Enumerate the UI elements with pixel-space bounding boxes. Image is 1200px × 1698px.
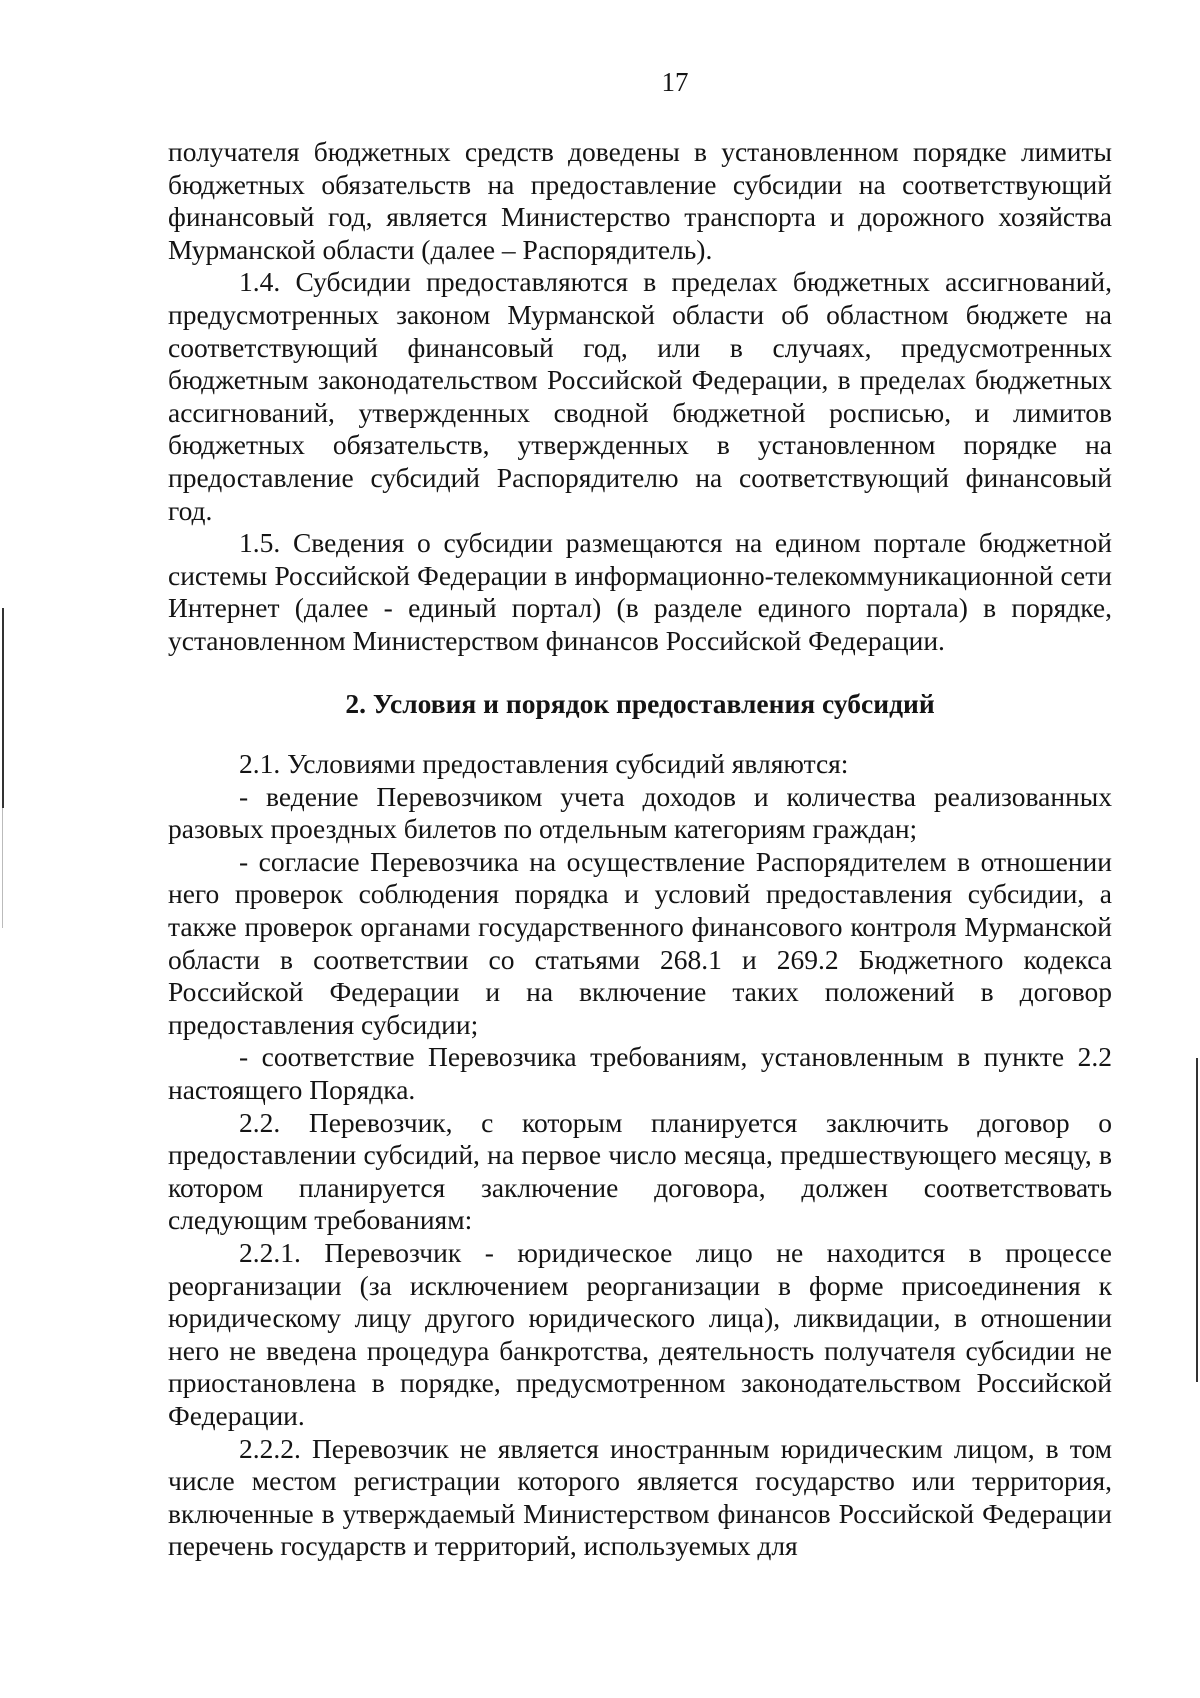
scan-edge-mark	[1196, 1058, 1198, 1382]
page-number: 17	[661, 67, 689, 97]
list-item: - соответствие Перевозчика требованиям, установленным в пункте 2.2 настоящего Порядка.	[168, 1041, 1112, 1106]
paragraph-2-1: 2.1. Условиями предоставления субсидий являются:	[239, 748, 849, 780]
scan-edge-mark	[2, 808, 3, 928]
scan-edge-mark	[2, 608, 4, 808]
section-heading: 2. Условия и порядок предоставления субсидий	[345, 687, 935, 719]
paragraph-2-2-1: 2.2.1. Перевозчик - юридическое лицо не находится в процессе реорганизации (за исключением реорганизации в форме присоединения к юридическому лицу другого юридического лица), ликвидации, в отношении него не введена процедура банкротства, деятельность получателя субсидии не приостановлена в порядке, предусмотренном законодательством Российской Федерации.	[168, 1237, 1112, 1431]
paragraph-2-2: 2.2. Перевозчик, с которым планируется заключить договор о предоставлении субсидий, на первое число месяца, предшествующего месяцу, в котором планируется заключение договора, должен соответствовать следующим требованиям:	[168, 1106, 1112, 1236]
paragraph-1-4: 1.4. Субсидии предоставляются в пределах бюджетных ассигнований, предусмотренных законом Мурманской области об областном бюджете на соответствующий финансовый год, или в случаях, предусмотренных бюджетным законодательством Российской Федерации, в пределах бюджетных ассигнований, утвержденных сводной бюджетной росписью, и лимитов бюджетных обязательств, утвержденных в установленном порядке на предоставление субсидий Распорядителю на соответствующий финансовый год.	[168, 266, 1112, 526]
list-item: - согласие Перевозчика на осуществление Распорядителем в отношении него проверок соблюдения порядка и условий предоставления субсидии, а также проверок органами государственного финансового контроля Мурманской области в соответствии со статьями 268.1 и 269.2 Бюджетного кодекса Российской Федерации и на включение таких положений в договор предоставления субсидии;	[168, 845, 1112, 1040]
document-body	[168, 136, 1112, 1563]
paragraph-1-5: 1.5. Сведения о субсидии размещаются на едином портале бюджетной системы Российской Федерации в информационно-телекоммуникационной сети Интернет (далее - единый портал) (в разделе единого портала) в порядке, установленном Министерством финансов Российской Федерации.	[168, 527, 1112, 656]
list-item: - ведение Перевозчиком учета доходов и количества реализованных разовых проездных билетов по отдельным категориям граждан;	[168, 780, 1112, 845]
paragraph-continuation: получателя бюджетных средств доведены в установленном порядке лимиты бюджетных обязательств на предоставление субсидии на соответствующий финансовый год, является Министерство транспорта и дорожного хозяйства Мурманской области (далее – Распорядитель).	[168, 136, 1112, 265]
paragraph-2-2-2: 2.2.2. Перевозчик не является иностранным юридическим лицом, в том числе местом регистрации которого является государство или территория, включенные в утверждаемый Министерством финансов Российской Федерации перечень государств и территорий, используемых для	[168, 1432, 1112, 1562]
